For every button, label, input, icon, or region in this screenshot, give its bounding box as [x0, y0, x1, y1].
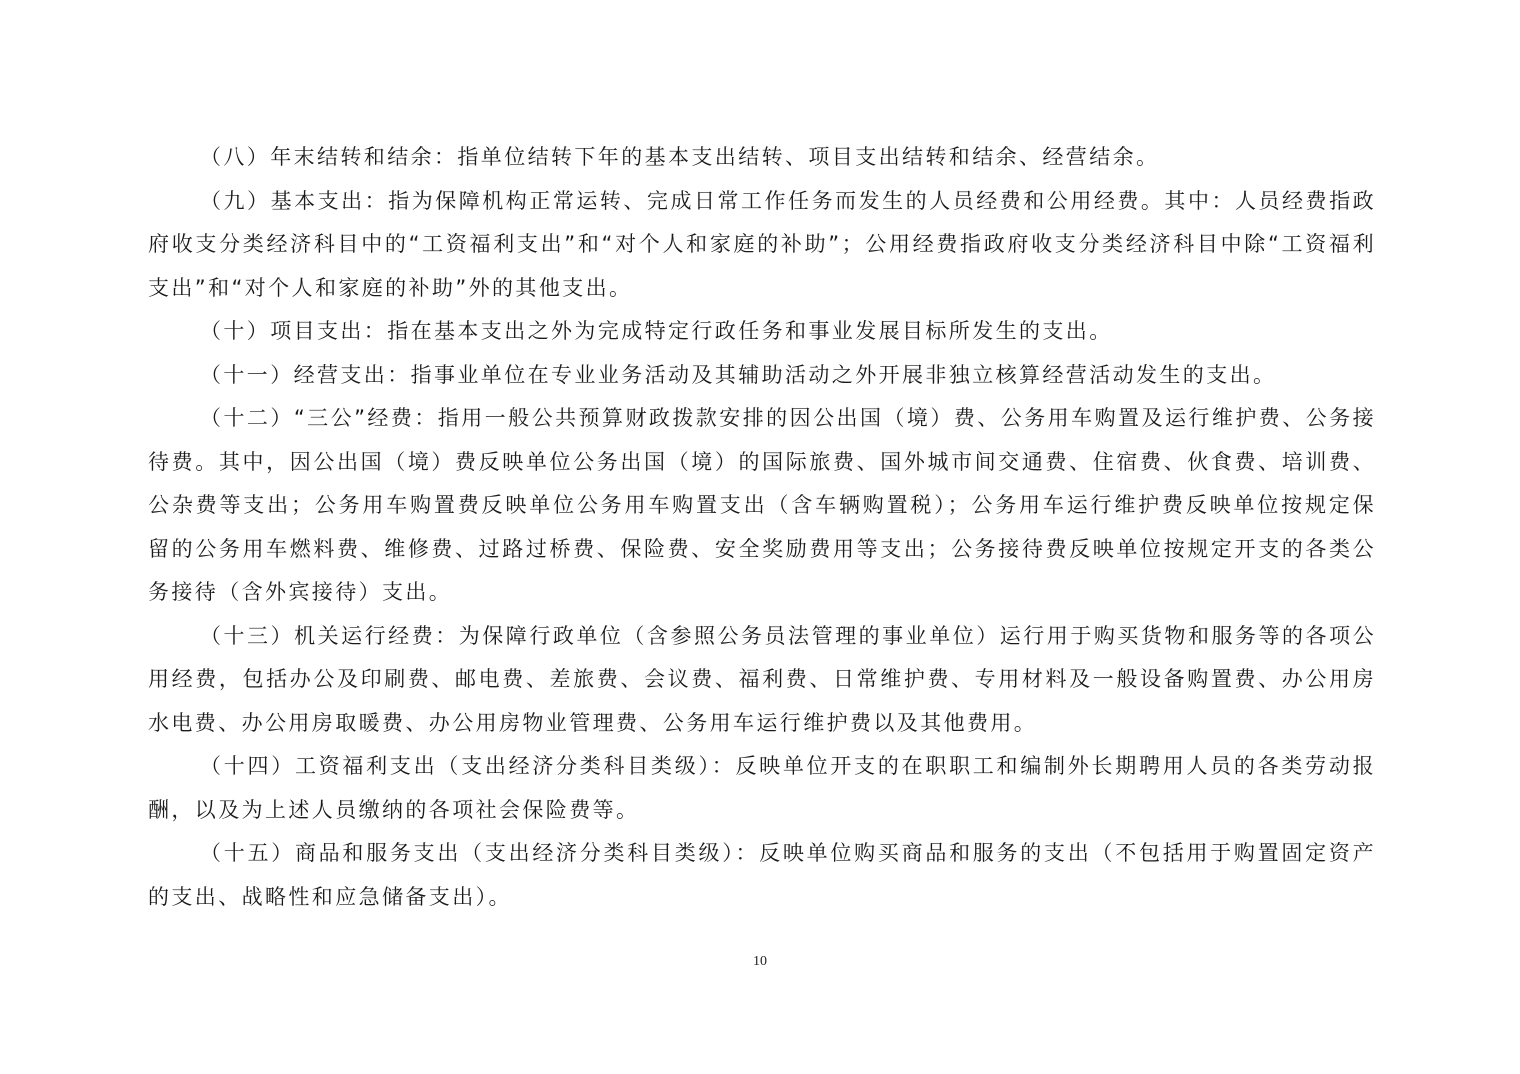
paragraph-basic-expenditure: （九）基本支出：指为保障机构正常运转、完成日常工作任务而发生的人员经费和公用经费。其中：人员经费指政府收支分类经济科目中的“工资福利支出”和“对个人和家庭的补助”；公用经费指政府收支分类经济科目中除“工资福利支出”和“对个人和家庭的补助”外的其他支出。 [148, 188, 1376, 300]
paragraph-wages-welfare: （十四）工资福利支出（支出经济分类科目类级）：反映单位开支的在职职工和编制外长期聘用人员的各类劳动报酬，以及为上述人员缴纳的各项社会保险费等。 [148, 754, 1376, 822]
body-text [148, 136, 1376, 919]
paragraph-agency-operating-costs: （十三）机关运行经费：为保障行政单位（含参照公务员法管理的事业单位）运行用于购买货物和服务等的各项公用经费，包括办公及印刷费、邮电费、差旅费、会议费、福利费、日常维护费、专用材料及一般设备购置费、办公用房水电费、办公用房取暖费、办公用房物业管理费、公务用车运行维护费以及其他费用。 [148, 623, 1376, 735]
paragraph-year-end-balance: （八）年末结转和结余：指单位结转下年的基本支出结转、项目支出结转和结余、经营结余。 [200, 145, 1160, 169]
paragraph-operating-expenditure: （十一）经营支出：指事业单位在专业业务活动及其辅助活动之外开展非独立核算经营活动发生的支出。 [200, 362, 1277, 387]
page-number: 10 [753, 954, 767, 969]
paragraph-three-public-expenses: （十二）“三公”经费：指用一般公共预算财政拨款安排的因公出国（境）费、公务用车购置及运行维护费、公务接待费。其中，因公出国（境）费反映单位公务出国（境）的国际旅费、国外城市间交通费、住宿费、伙食费、培训费、公杂费等支出；公务用车购置费反映单位公务用车购置支出（含车辆购置税）；公务用车运行维护费反映单位按规定保留的公务用车燃料费、维修费、过路过桥费、保险费、安全奖励费用等支出；公务接待费反映单位按规定开支的各类公务接待（含外宾接待）支出。 [148, 406, 1376, 604]
paragraph-goods-services: （十五）商品和服务支出（支出经济分类科目类级）：反映单位购买商品和服务的支出（不包括用于购置固定资产的支出、战略性和应急储备支出）。 [148, 841, 1376, 909]
paragraph-project-expenditure: （十）项目支出：指在基本支出之外为完成特定行政任务和事业发展目标所发生的支出。 [200, 319, 1113, 343]
